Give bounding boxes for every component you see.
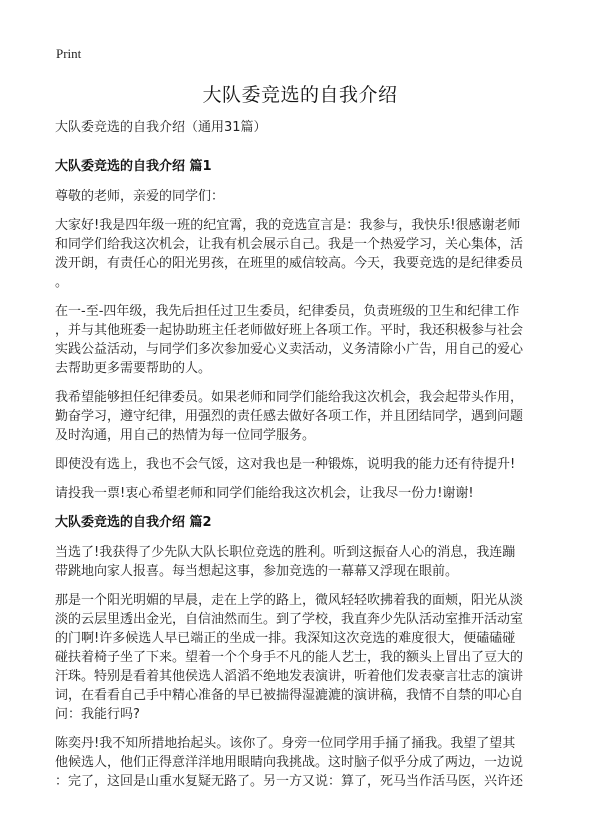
paragraph-line: 的门啊!许多候选人早已端正的坐成一排。我深知这次竞选的难度很大，便磕磕碰 bbox=[55, 631, 516, 646]
section-heading: 大队委竞选的自我介绍 篇2 bbox=[55, 515, 212, 530]
paragraph bbox=[55, 302, 555, 378]
document-body bbox=[55, 118, 555, 801]
paragraph bbox=[55, 187, 555, 206]
paragraph-line: 那是一个阳光明媚的早晨，走在上学的路上，微风轻轻吹拂着我的面颊，阳光从淡 bbox=[55, 593, 524, 608]
paragraph-line: 陈奕丹!我不知所措地抬起头。该你了。身旁一位同学用手捅了捅我。我望了望其 bbox=[55, 736, 516, 751]
paragraph-line: 淡的云层里透出金光，自信油然而生。到了学校，我直奔少先队活动室推开活动室 bbox=[55, 612, 524, 627]
paragraph bbox=[55, 388, 555, 445]
paragraph-line: 及时沟通，用自己的热情为每一位同学服务。 bbox=[55, 428, 316, 443]
section-heading: 大队委竞选的自我介绍 篇1 bbox=[55, 159, 212, 174]
paragraph bbox=[55, 455, 555, 474]
paragraph-line: ，并与其他班委一起协助班主任老师做好班上各项工作。平时，我还积极参与社会 bbox=[55, 323, 524, 338]
print-link[interactable]: Print bbox=[56, 46, 82, 61]
paragraph-line: 碰扶着椅子坐了下来。望着一个个身手不凡的能人艺士，我的额头上冒出了豆大的 bbox=[55, 650, 524, 665]
paragraph-line: 和同学们给我这次机会，让我有机会展示自己。我是一个热爱学习，关心集体，活 bbox=[55, 237, 524, 252]
paragraph-line: ：完了，这回是山重水复疑无路了。另一方又说：算了，死马当作活马医，兴许还 bbox=[55, 774, 524, 789]
paragraph-line: 即使没有选上，我也不会气馁，这对我也是一种锻炼，说明我的能力还有待提升! bbox=[55, 457, 516, 472]
paragraph-line: 他候选人，他们正得意洋洋地用眼睛向我挑战。这时脑子似乎分成了两边，一边说 bbox=[55, 755, 524, 770]
paragraph bbox=[55, 734, 555, 791]
paragraph bbox=[55, 484, 555, 503]
document-subtitle: 大队委竞选的自我介绍（通用31篇） bbox=[55, 120, 267, 135]
paragraph-line: 尊敬的老师，亲爱的同学们： bbox=[55, 189, 225, 204]
paragraph-line: 在一-至-四年级，我先后担任过卫生委员，纪律委员，负责班级的卫生和纪律工作 bbox=[55, 304, 520, 319]
paragraph bbox=[55, 591, 555, 724]
paragraph-line: 实践公益活动，与同学们多次参加爱心义卖活动，义务清除小广告，用自己的爱心 bbox=[55, 342, 524, 357]
paragraph-line: 勤奋学习，遵守纪律，用强烈的责任感去做好各项工作，并且团结同学，遇到问题 bbox=[55, 409, 524, 424]
paragraph-line: 当选了!我获得了少先队大队长职位竞选的胜利。听到这振奋人心的消息，我连蹦 bbox=[55, 545, 516, 560]
paragraph-line: 去帮助更多需要帮助的人。 bbox=[55, 361, 212, 376]
paragraph-line: 泼开朗，有责任心的阳光男孩，在班里的威信较高。今天，我要竞选的是纪律委员 bbox=[55, 256, 524, 271]
document-title: 大队委竞选的自我介绍 bbox=[202, 84, 398, 106]
paragraph-line: 带跳地向家人报喜。每当想起这事，参加竞选的一幕幕又浮现在眼前。 bbox=[55, 564, 459, 579]
paragraph-line: 词，在看看自己手中精心准备的早已被揣得湿漉漉的演讲稿，我情不自禁的叩心自 bbox=[55, 688, 524, 703]
paragraph-line: 。 bbox=[55, 275, 69, 290]
paragraph bbox=[55, 543, 555, 581]
paragraph bbox=[55, 216, 555, 292]
paragraph-line: 我希望能够担任纪律委员。如果老师和同学们能给我这次机会，我会起带头作用， bbox=[55, 390, 524, 405]
paragraph-line: 问：我能行吗? bbox=[55, 707, 140, 722]
paragraph-line: 汗珠。特别是看着其他侯选人滔滔不绝地发表演讲，听着他们发表豪言壮志的演讲 bbox=[55, 669, 524, 684]
paragraph-line: 请投我一票!衷心希望老师和同学们能给我这次机会，让我尽一份力!谢谢! bbox=[55, 486, 474, 501]
paragraph-line: 大家好!我是四年级一班的纪宜霄，我的竞选宣言是：我参与，我快乐!很感谢老师 bbox=[55, 218, 521, 233]
